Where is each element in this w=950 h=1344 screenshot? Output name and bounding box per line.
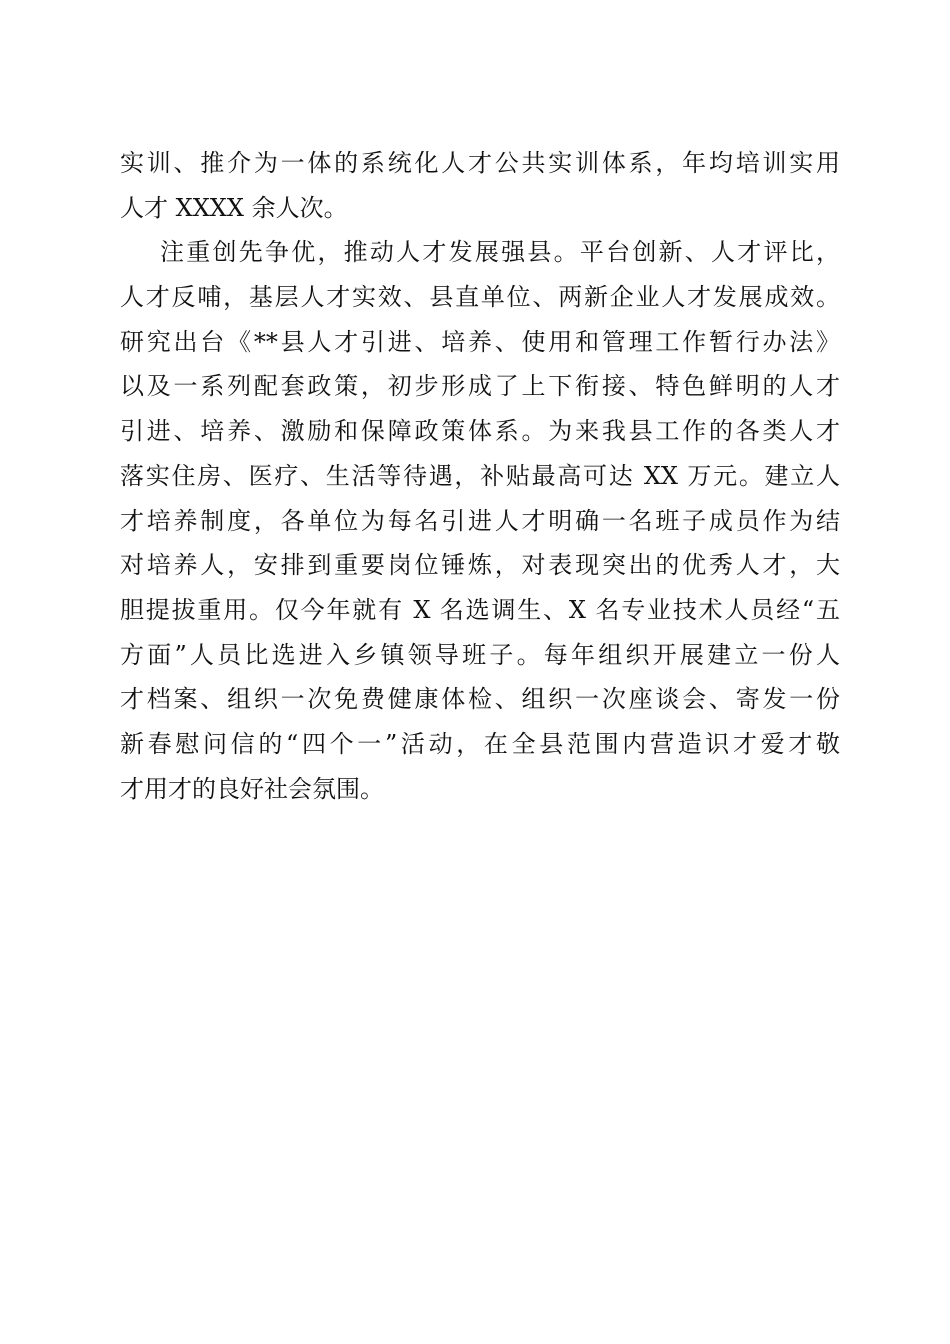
text-line: 人才反哺，基层人才实效、县直单位、两新企业人才发展成效。 bbox=[120, 283, 840, 312]
text-line: 才用才的良好社会氛围。 bbox=[120, 774, 384, 803]
text-line: 人才 XXXX 余人次。 bbox=[120, 193, 348, 222]
text-line: 才培养制度，各单位为每名引进人才明确一名班子成员作为结 bbox=[120, 506, 840, 535]
text-line: 方面”人员比选进入乡镇领导班子。每年组织开展建立一份人 bbox=[120, 640, 840, 669]
document-body bbox=[120, 141, 840, 811]
text-line: 新春慰问信的“四个一”活动，在全县范围内营造识才爱才敬 bbox=[120, 729, 840, 758]
text-line: 研究出台《**县人才引进、培养、使用和管理工作暂行办法》 bbox=[120, 327, 840, 356]
text-line: 胆提拔重用。仅今年就有 X 名选调生、X 名专业技术人员经“五 bbox=[120, 595, 840, 624]
text-line: 才档案、组织一次免费健康体检、组织一次座谈会、寄发一份 bbox=[120, 685, 840, 714]
text-line: 以及一系列配套政策，初步形成了上下衔接、特色鲜明的人才 bbox=[120, 372, 840, 401]
text-line: 落实住房、医疗、生活等待遇，补贴最高可达 XX 万元。建立人 bbox=[120, 461, 840, 490]
text-line: 实训、推介为一体的系统化人才公共实训体系，年均培训实用 bbox=[120, 149, 840, 177]
text-line: 注重创先争优，推动人才发展强县。平台创新、人才评比， bbox=[160, 238, 840, 267]
text-line: 对培养人，安排到重要岗位锤炼，对表现突出的优秀人才，大 bbox=[120, 551, 840, 580]
text-line: 引进、培养、激励和保障政策体系。为来我县工作的各类人才 bbox=[120, 417, 840, 446]
